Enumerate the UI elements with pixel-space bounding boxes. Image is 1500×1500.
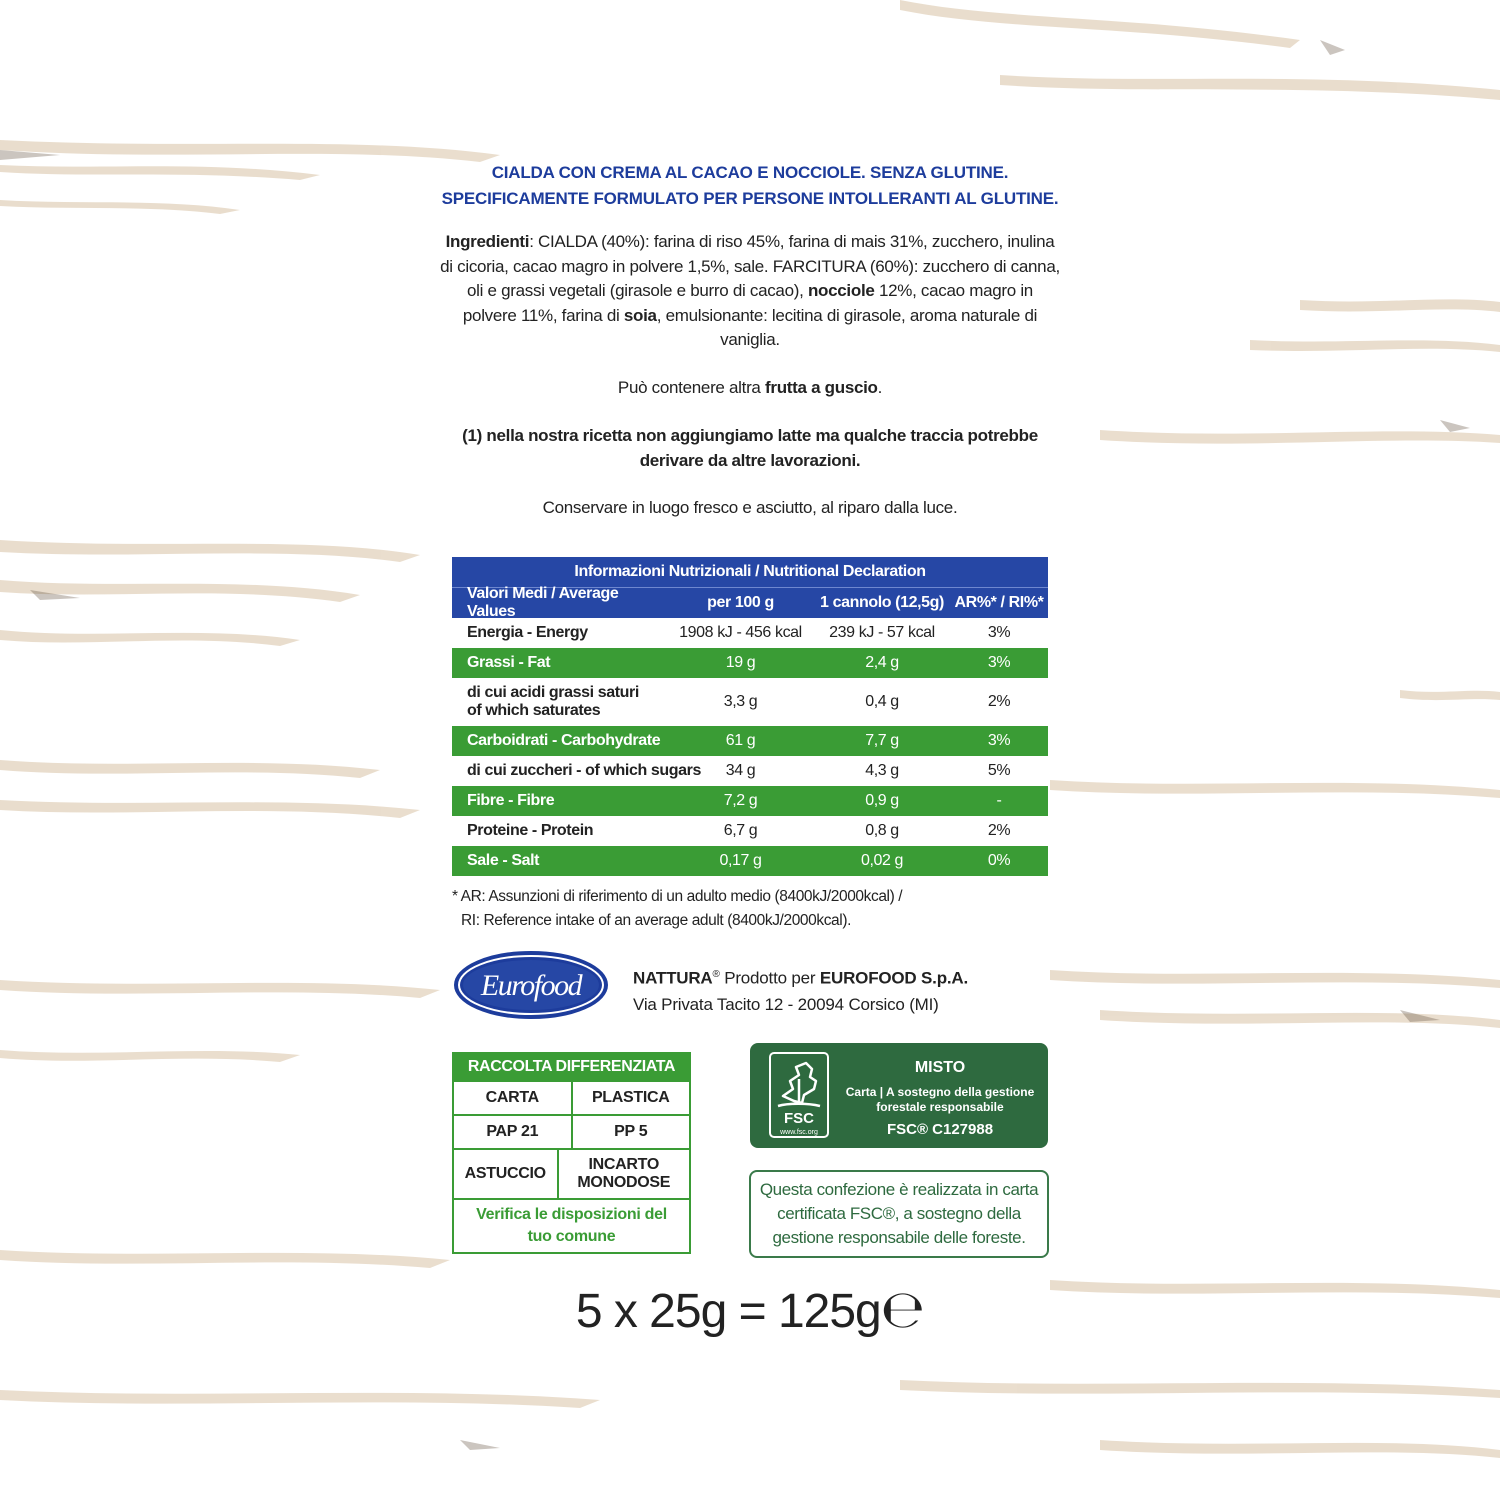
- nutrition-footnote: [452, 885, 1012, 933]
- producer-mid: Prodotto per: [719, 968, 820, 988]
- row-per-portion: 0,4 g: [865, 693, 899, 710]
- ingredients-part-3: , emulsionante: lecitina di girasole, aroma naturale di vaniglia.: [656, 305, 1038, 349]
- col-per-100g: per 100 g: [707, 594, 774, 611]
- row-label: Fibre - Fibre: [467, 792, 555, 809]
- fsc-code: FSC® C127988: [886, 1121, 994, 1138]
- footnote-line-2: RI: Reference intake of an average adult (8400kJ/2000kcal).: [461, 912, 851, 929]
- nutrition-row-sugars: [452, 756, 1048, 786]
- recycling-cell: CARTA: [454, 1082, 573, 1114]
- col-ri: AR%* / RI%*: [954, 594, 1044, 611]
- brand-reg: ®: [712, 969, 720, 980]
- row-label: Carboidrati - Carbohydrate: [467, 732, 661, 749]
- col-per-portion: 1 cannolo (12,5g): [820, 594, 944, 611]
- nutrition-row-salt: [452, 846, 1048, 876]
- row-ri: 3%: [987, 732, 1011, 749]
- row-per-100g: 34 g: [725, 762, 756, 779]
- may-contain-text: [400, 376, 1100, 401]
- row-label: di cui zuccheri - of which sugars: [467, 762, 701, 779]
- row-label-en: of which saturates: [467, 702, 601, 719]
- row-per-100g: 6,7 g: [723, 822, 758, 839]
- row-per-portion: 0,02 g: [860, 852, 904, 869]
- fsc-url: www.fsc.org: [780, 1129, 818, 1136]
- title-line-1: CIALDA CON CREMA AL CACAO E NOCCIOLE. SENZA GLUTINE.: [491, 163, 1009, 182]
- recycling-cell: PP 5: [614, 1123, 648, 1140]
- nutrition-row-energy: [452, 618, 1048, 648]
- row-ri: 3%: [987, 654, 1011, 671]
- fsc-tree-icon: [768, 1051, 830, 1139]
- recycling-cell: INCARTO MONODOSE: [577, 1156, 671, 1191]
- fsc-description: Carta | A sostegno della gestione forestale responsabile: [845, 1085, 1035, 1114]
- quantity-text: 5 x 25g = 125g: [575, 1285, 881, 1338]
- producer-line: [633, 962, 968, 992]
- footnote-line-1: * AR: Assunzioni di riferimento di un adulto medio (8400kJ/2000kcal) /: [452, 888, 903, 905]
- eurofood-logo-text: Eurofood: [480, 969, 582, 1002]
- may-contain-end: .: [877, 378, 883, 397]
- fsc-label: MISTO: [914, 1059, 966, 1076]
- row-label: Grassi - Fat: [467, 654, 551, 671]
- nutrition-row-saturates: [452, 678, 1048, 726]
- eurofood-logo: [453, 950, 609, 1020]
- row-ri: 3%: [987, 624, 1011, 641]
- row-per-100g: 61 g: [725, 732, 756, 749]
- recycling-row: [454, 1080, 689, 1114]
- col-values: Valori Medi / Average Values: [467, 585, 619, 620]
- row-label: [452, 684, 667, 720]
- may-contain-prefix: Può contenere altra: [617, 378, 766, 397]
- ingredients-label: Ingredienti: [445, 232, 530, 251]
- fsc-logo-text: FSC: [784, 1110, 814, 1127]
- nutrition-row-fat: [452, 648, 1048, 678]
- recycling-footer: Verifica le disposizioni del tuo comune: [454, 1198, 689, 1252]
- row-per-portion: 4,3 g: [865, 762, 899, 779]
- row-ri: 0%: [987, 852, 1011, 869]
- may-contain-nuts: frutta a guscio: [765, 378, 878, 397]
- producer-address: Via Privata Tacito 12 - 20094 Corsico (MI): [633, 994, 939, 1014]
- row-ri: -: [996, 792, 1002, 809]
- nutrition-row-fibre: [452, 786, 1048, 816]
- row-per-portion: 0,8 g: [865, 822, 899, 839]
- ingredients-part-1: : CIALDA (40%): farina di riso 45%, farina di mais 31%, zucchero, inulina di cicoria, cacao magro in polvere 1,5%, sale. FARCITURA (60%): zucchero di canna, oli e grassi vegetali (girasole e burro di cacao),: [440, 232, 1060, 300]
- fsc-note: Questa confezione è realizzata in carta certificata FSC®, a sostegno della gestione responsabile delle foreste.: [749, 1170, 1049, 1258]
- row-per-100g: 19 g: [725, 654, 756, 671]
- recycling-table: [452, 1052, 691, 1254]
- net-quantity: [500, 1280, 1000, 1340]
- row-ri: 2%: [987, 693, 1011, 710]
- milk-note: (1) nella nostra ricetta non aggiungiamo latte ma qualche traccia potrebbe derivare da altre lavorazioni.: [462, 426, 1038, 470]
- nutrition-header: Informazioni Nutrizionali / Nutritional Declaration: [452, 557, 1048, 587]
- nutrition-row-carbohydrate: [452, 726, 1048, 756]
- row-label: Energia - Energy: [467, 624, 588, 641]
- recycling-cell: ASTUCCIO: [454, 1150, 559, 1198]
- row-label: Sale - Salt: [467, 852, 540, 869]
- row-ri: 2%: [987, 822, 1011, 839]
- row-label: Proteine - Protein: [467, 822, 594, 839]
- row-per-100g: 7,2 g: [723, 792, 758, 809]
- nutrition-column-header: [452, 587, 1048, 618]
- ingredients-text: [440, 230, 1060, 353]
- row-ri: 5%: [987, 762, 1011, 779]
- ingredients-nuts: nocciole: [807, 281, 875, 300]
- company-name: EUROFOOD S.p.A.: [819, 968, 969, 988]
- row-per-portion: 239 kJ - 57 kcal: [829, 624, 935, 641]
- producer-info: [633, 962, 968, 1018]
- recycling-row: [454, 1148, 689, 1198]
- recycling-header: RACCOLTA DIFFERENZIATA: [454, 1054, 689, 1080]
- brand-name: NATTURA: [633, 968, 713, 988]
- fsc-badge: [750, 1043, 1048, 1148]
- nutrition-row-protein: [452, 816, 1048, 846]
- estimated-sign-icon: ℮: [880, 1280, 925, 1340]
- nutrition-table: [452, 557, 1048, 876]
- row-per-100g: 3,3 g: [723, 693, 758, 710]
- recycling-row: [454, 1114, 689, 1148]
- row-per-100g: 1908 kJ - 456 kcal: [679, 624, 802, 641]
- row-per-portion: 0,9 g: [865, 792, 899, 809]
- recycling-cell: PAP 21: [454, 1116, 573, 1148]
- title-line-2: SPECIFICAMENTE FORMULATO PER PERSONE INTOLLERANTI AL GLUTINE.: [441, 189, 1059, 208]
- row-label-it: di cui acidi grassi saturi: [467, 684, 639, 701]
- storage-text: Conservare in luogo fresco e asciutto, al riparo dalla luce.: [542, 498, 958, 517]
- ingredients-part-2: 12%, cacao magro in polvere 11%, farina di: [462, 281, 1033, 325]
- row-per-portion: 7,7 g: [865, 732, 899, 749]
- ingredients-soy: soia: [623, 305, 657, 325]
- row-per-portion: 2,4 g: [865, 654, 899, 671]
- product-title: [400, 160, 1100, 212]
- row-per-100g: 0,17 g: [719, 852, 762, 869]
- recycling-cell: PLASTICA: [591, 1089, 670, 1106]
